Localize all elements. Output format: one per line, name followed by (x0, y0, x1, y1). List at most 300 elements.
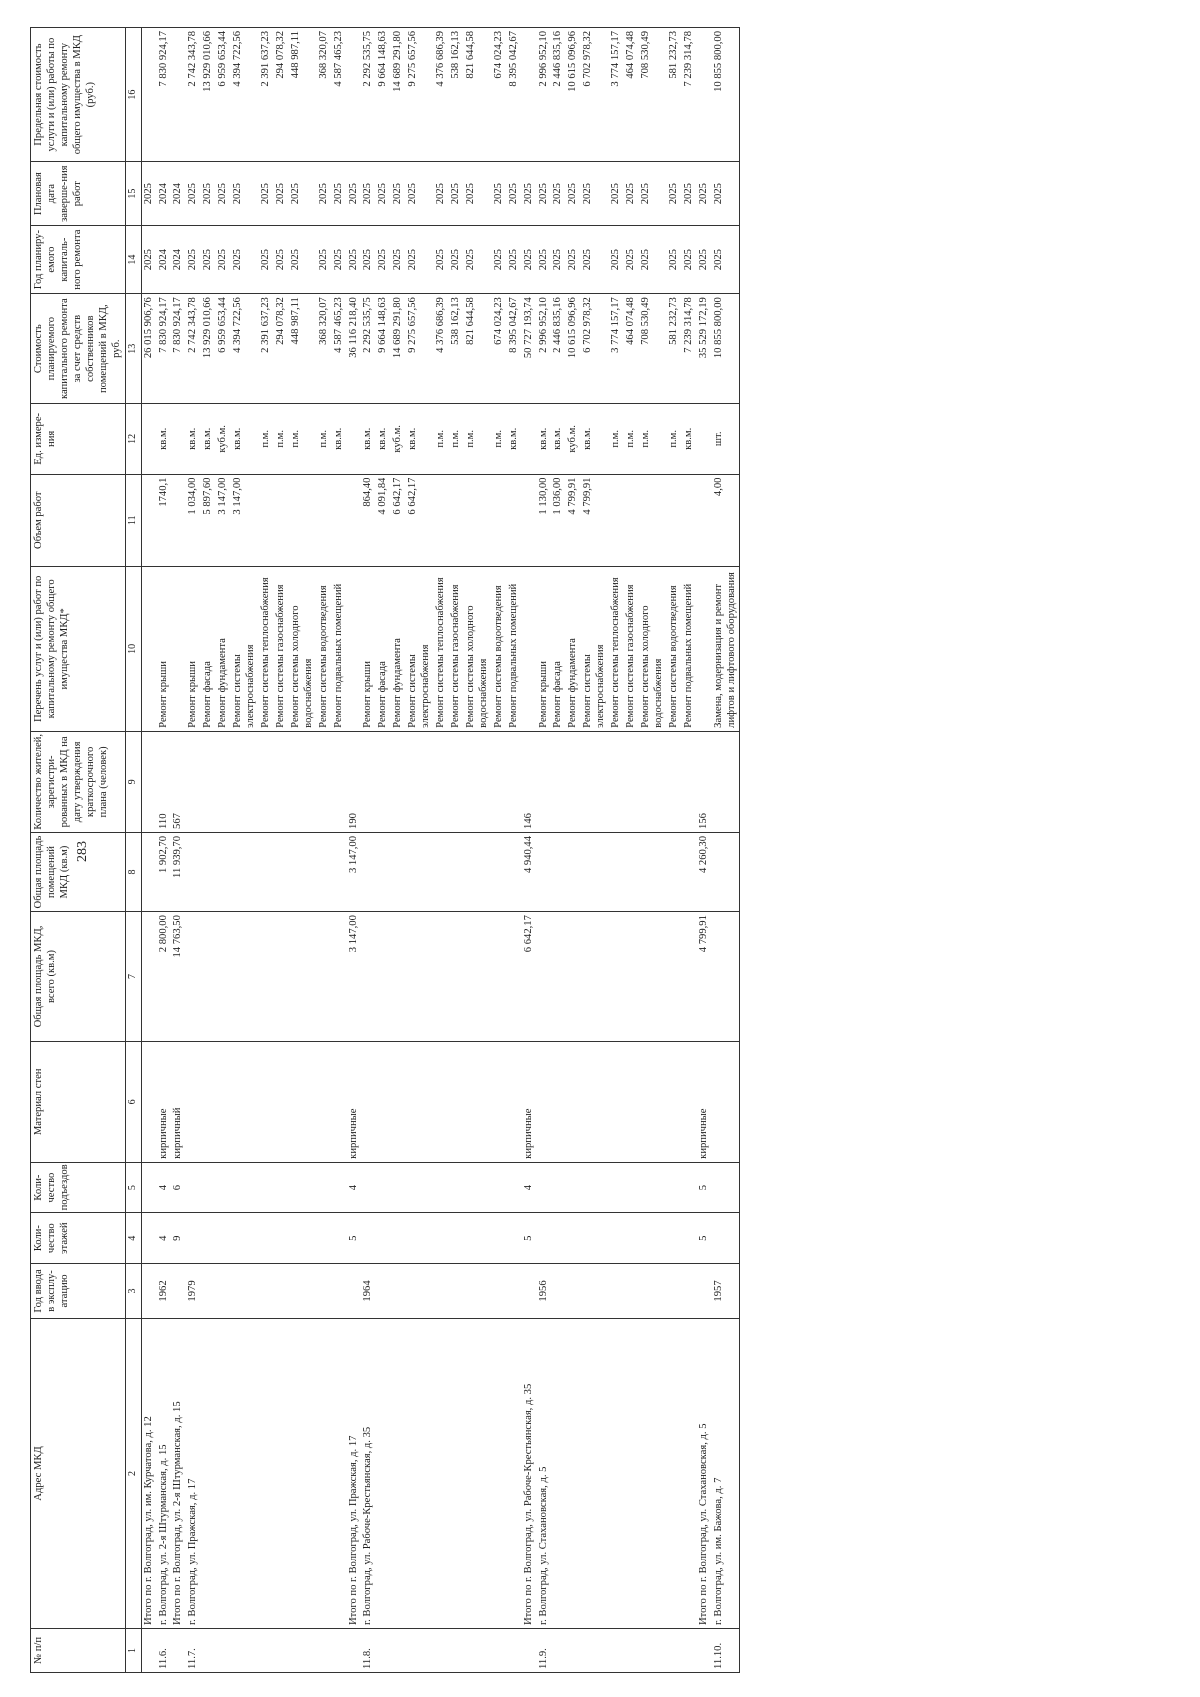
area-rooms-cell (376, 832, 391, 911)
entrances-cell-text: 4 (347, 1184, 359, 1191)
year-cell-text: 1956 (537, 1280, 549, 1302)
total-row (347, 28, 362, 1673)
floors-cell (551, 1213, 566, 1264)
work-year-cell-text: 2025 (362, 249, 374, 271)
num-cell (667, 1629, 682, 1673)
page-number: 283 (75, 841, 90, 862)
cost-cell-text: 36 116 218,40 (347, 297, 359, 358)
work-name-cell-text: Ремонт системы водоотведения (492, 585, 504, 728)
residents-cell (361, 731, 376, 832)
unit-cell (231, 404, 259, 474)
volume-cell (464, 474, 492, 566)
volume-cell-text: 4 799,91 (582, 477, 594, 515)
limit-cell-text: 2 292 535,75 (362, 31, 374, 87)
work-name-cell (157, 566, 172, 731)
area-rooms-cell (434, 832, 449, 911)
residents-cell (566, 731, 581, 832)
material-cell (347, 1041, 362, 1162)
work-year-cell-text: 2025 (552, 249, 564, 271)
num-cell-text: 11.7. (187, 1648, 199, 1669)
work-row (216, 28, 231, 1673)
year-cell-text: 1957 (712, 1280, 724, 1302)
work-year-cell (347, 226, 362, 294)
cost-cell-text: 9 275 657,56 (407, 297, 419, 353)
floors-cell (361, 1213, 376, 1264)
limit-cell-text: 14 689 291,80 (392, 31, 404, 92)
material-cell (522, 1041, 537, 1162)
work-year-cell (141, 226, 156, 294)
residents-cell (449, 731, 464, 832)
area-rooms-cell (667, 832, 682, 911)
unit-cell (624, 404, 639, 474)
work-year-cell (449, 226, 464, 294)
residents-cell (157, 731, 172, 832)
year-cell (581, 1263, 609, 1318)
cost-cell (449, 294, 464, 404)
cost-cell (157, 294, 172, 404)
limit-cell (347, 28, 362, 162)
volume-cell (347, 474, 362, 566)
work-row (682, 28, 697, 1673)
material-cell (141, 1041, 156, 1162)
unit-cell (406, 404, 434, 474)
finish-date-cell-text: 2025 (232, 183, 244, 205)
finish-date-cell-text: 2025 (682, 183, 694, 205)
limit-cell-text: 7 830 924,17 (157, 31, 169, 87)
material-cell (551, 1041, 566, 1162)
cost-cell (609, 294, 624, 404)
column-number: 13 (126, 294, 141, 404)
area-total-cell (157, 912, 172, 1042)
limit-cell (697, 28, 712, 162)
unit-cell-text: кв.м. (332, 427, 344, 450)
work-year-cell-text: 2025 (639, 249, 651, 271)
year-cell-text: 1964 (362, 1280, 374, 1302)
area-rooms-cell (391, 832, 406, 911)
unit-cell (274, 404, 289, 474)
volume-cell (332, 474, 347, 566)
entrances-cell-text: 4 (157, 1184, 169, 1191)
column-number: 8 (126, 832, 141, 911)
area-total-cell (434, 912, 449, 1042)
cost-cell-text: 10 615 096,96 (567, 297, 579, 359)
limit-cell (171, 28, 186, 162)
floors-cell (697, 1213, 712, 1264)
work-name-cell (317, 566, 332, 731)
num-cell (624, 1629, 639, 1673)
limit-cell (391, 28, 406, 162)
year-cell (332, 1263, 347, 1318)
finish-date-cell-text: 2025 (289, 183, 301, 205)
work-row (551, 28, 566, 1673)
finish-date-cell-text: 2025 (464, 183, 476, 205)
floors-cell (231, 1213, 259, 1264)
year-cell (522, 1263, 537, 1318)
finish-date-cell (186, 162, 201, 226)
total-row (697, 28, 712, 1673)
cost-cell (682, 294, 697, 404)
work-name-cell (682, 566, 697, 731)
year-cell-text: 1962 (157, 1280, 169, 1302)
work-name-cell (171, 566, 186, 731)
num-cell (537, 1629, 552, 1673)
limit-cell (376, 28, 391, 162)
unit-cell-text: кв.м. (682, 427, 694, 450)
area-total-cell (391, 912, 406, 1042)
work-name-cell (406, 566, 434, 731)
unit-cell-text: п.м. (610, 430, 622, 448)
num-cell (141, 1629, 156, 1673)
unit-cell (667, 404, 682, 474)
unit-cell (171, 404, 186, 474)
finish-date-cell-text: 2025 (450, 183, 461, 205)
column-header: Перечень услуг и (или) работ по капитальному ремонту общего имущества МКД* (31, 566, 126, 731)
total-row (171, 28, 186, 1673)
volume-cell (697, 474, 712, 566)
volume-cell (259, 474, 274, 566)
cost-cell-text: 368 320,07 (317, 297, 329, 345)
num-cell (259, 1629, 274, 1673)
volume-cell (186, 474, 201, 566)
material-cell (376, 1041, 391, 1162)
address-cell (332, 1318, 347, 1628)
work-year-cell (551, 226, 566, 294)
volume-cell-text: 5 897,60 (202, 477, 214, 515)
material-cell (434, 1041, 449, 1162)
year-cell (376, 1263, 391, 1318)
work-year-cell (697, 226, 712, 294)
material-cell (492, 1041, 507, 1162)
num-cell (201, 1629, 216, 1673)
unit-cell (157, 404, 172, 474)
entrances-cell (231, 1162, 259, 1213)
volume-cell (434, 474, 449, 566)
finish-date-cell (537, 162, 552, 226)
work-year-cell (464, 226, 492, 294)
limit-cell (581, 28, 609, 162)
cost-cell-text: 10 855 800,00 (712, 297, 724, 359)
num-cell (231, 1629, 259, 1673)
area-rooms-cell (186, 832, 201, 911)
num-cell (186, 1629, 201, 1673)
area-rooms-cell (449, 832, 464, 911)
volume-cell-text: 4 091,84 (377, 477, 389, 515)
finish-date-cell (406, 162, 434, 226)
area-rooms-cell (624, 832, 639, 911)
limit-cell (639, 28, 667, 162)
cost-cell-text: 2 446 835,16 (552, 297, 564, 353)
column-header: Коли-чество подъездов (31, 1162, 126, 1213)
material-cell (639, 1041, 667, 1162)
floors-cell (667, 1213, 682, 1264)
address-cell (289, 1318, 317, 1628)
unit-cell (639, 404, 667, 474)
residents-cell (507, 731, 522, 832)
work-year-cell (609, 226, 624, 294)
total-row (522, 28, 537, 1673)
unit-cell (566, 404, 581, 474)
residents-cell (391, 731, 406, 832)
column-number: 16 (126, 28, 141, 162)
column-number: 1 (126, 1629, 141, 1673)
residents-cell (186, 731, 201, 832)
unit-cell (376, 404, 391, 474)
work-name-cell (712, 566, 740, 731)
num-cell (434, 1629, 449, 1673)
entrances-cell (317, 1162, 332, 1213)
cost-cell-text: 7 830 924,17 (157, 297, 169, 353)
material-cell (201, 1041, 216, 1162)
limit-cell-text: 6 702 978,32 (582, 31, 594, 87)
column-number: 5 (126, 1162, 141, 1213)
volume-cell (289, 474, 317, 566)
address-cell (507, 1318, 522, 1628)
cost-cell-text: 294 078,32 (274, 297, 286, 345)
num-cell (712, 1629, 740, 1673)
work-row (464, 28, 492, 1673)
num-cell (157, 1629, 172, 1673)
year-cell (231, 1263, 259, 1318)
residents-cell (406, 731, 434, 832)
work-row (507, 28, 522, 1673)
finish-date-cell (551, 162, 566, 226)
limit-cell-text: 448 987,11 (289, 31, 301, 79)
work-row (537, 28, 552, 1673)
unit-cell-text: кв.м. (232, 427, 244, 450)
material-cell (537, 1041, 552, 1162)
area-total-cell (581, 912, 609, 1042)
unit-cell (332, 404, 347, 474)
column-number-row (126, 28, 141, 1673)
limit-cell-text: 2 742 343,78 (187, 31, 199, 87)
finish-date-cell-text: 2025 (317, 183, 329, 205)
year-cell (639, 1263, 667, 1318)
floors-cell (332, 1213, 347, 1264)
residents-cell (332, 731, 347, 832)
residents-cell (522, 731, 537, 832)
work-year-cell-text: 2025 (392, 249, 404, 271)
work-year-cell (361, 226, 376, 294)
work-year-cell (317, 226, 332, 294)
floors-cell (434, 1213, 449, 1264)
entrances-cell (624, 1162, 639, 1213)
work-row (712, 28, 740, 1673)
unit-cell-text: п.м. (450, 430, 461, 448)
unit-cell-text: п.м. (464, 430, 476, 448)
limit-cell-text: 10 615 096,96 (567, 31, 579, 92)
year-cell (157, 1263, 172, 1318)
work-year-cell-text: 2025 (537, 249, 549, 271)
column-number: 10 (126, 566, 141, 731)
unit-cell-text: кв.м. (187, 427, 199, 450)
area-rooms-cell-text: 1 902,70 (157, 835, 169, 874)
work-name-cell (609, 566, 624, 731)
limit-cell (186, 28, 201, 162)
unit-cell (492, 404, 507, 474)
unit-cell (609, 404, 624, 474)
unit-cell-text: кв.м. (202, 427, 214, 450)
residents-cell-text: 567 (172, 813, 184, 829)
limit-cell-text: 6 959 653,44 (217, 31, 229, 87)
work-year-cell (406, 226, 434, 294)
limit-cell (274, 28, 289, 162)
finish-date-cell-text: 2025 (507, 183, 519, 205)
floors-cell (639, 1213, 667, 1264)
work-row (186, 28, 201, 1673)
unit-cell-text: п.м. (625, 430, 637, 448)
area-total-cell (682, 912, 697, 1042)
work-year-cell-text: 2025 (610, 249, 622, 271)
year-cell (361, 1263, 376, 1318)
floors-cell (464, 1213, 492, 1264)
unit-cell (259, 404, 274, 474)
area-total-cell (201, 912, 216, 1042)
work-year-cell-text: 2024 (157, 249, 169, 271)
work-row (259, 28, 274, 1673)
area-total-cell (639, 912, 667, 1042)
work-year-cell (186, 226, 201, 294)
total-label-cell (141, 1318, 156, 1628)
finish-date-cell (507, 162, 522, 226)
address-cell-text: г. Волгоград, ул. Стахановская, д. 5 (537, 1466, 549, 1626)
work-name-cell-text: Ремонт системы электроснабжения (407, 644, 432, 728)
area-rooms-cell (406, 832, 434, 911)
area-total-cell (492, 912, 507, 1042)
work-year-cell (171, 226, 186, 294)
work-name-cell (667, 566, 682, 731)
work-year-cell (566, 226, 581, 294)
floors-cell (201, 1213, 216, 1264)
limit-cell-text: 9 664 148,63 (377, 31, 389, 87)
area-total-cell (449, 912, 464, 1042)
work-year-cell-text: 2025 (450, 249, 461, 271)
cost-cell-text: 50 727 193,74 (522, 297, 534, 359)
work-name-cell (566, 566, 581, 731)
unit-cell-text: кв.м. (157, 427, 169, 450)
work-row (157, 28, 172, 1673)
unit-cell (347, 404, 362, 474)
material-cell (464, 1041, 492, 1162)
work-year-cell-text: 2025 (232, 249, 244, 271)
finish-date-cell (667, 162, 682, 226)
cost-cell (171, 294, 186, 404)
entrances-cell (697, 1162, 712, 1213)
num-cell (361, 1629, 376, 1673)
area-rooms-cell (332, 832, 347, 911)
area-rooms-cell (697, 832, 712, 911)
column-header: Коли-чество этажей (31, 1213, 126, 1264)
finish-date-cell-text: 2025 (582, 183, 594, 205)
total-label-cell (522, 1318, 537, 1628)
area-total-cell-text: 6 642,17 (522, 915, 534, 953)
volume-cell (492, 474, 507, 566)
limit-cell (201, 28, 216, 162)
work-year-cell-text: 2025 (202, 249, 214, 271)
work-year-cell-text: 2025 (625, 249, 637, 271)
unit-cell-text: кв.м. (407, 427, 419, 450)
entrances-cell (406, 1162, 434, 1213)
num-cell (522, 1629, 537, 1673)
residents-cell (141, 731, 156, 832)
column-header: Стоимость планируемого капитального ремонта за счет средств собственников помещений в МКД, руб. (31, 294, 126, 404)
work-name-cell-text: Ремонт системы теплоснабжения (610, 577, 622, 728)
area-rooms-cell (581, 832, 609, 911)
work-year-cell (289, 226, 317, 294)
work-year-cell-text: 2025 (492, 249, 504, 271)
year-cell (289, 1263, 317, 1318)
cost-cell (492, 294, 507, 404)
cost-cell (712, 294, 740, 404)
year-cell (667, 1263, 682, 1318)
finish-date-cell (289, 162, 317, 226)
material-cell (449, 1041, 464, 1162)
residents-cell (289, 731, 317, 832)
year-cell (537, 1263, 552, 1318)
floors-cell (391, 1213, 406, 1264)
material-cell-text: кирпичный (172, 1107, 184, 1159)
finish-date-cell-text: 2025 (522, 183, 534, 205)
floors-cell-text: 4 (157, 1235, 169, 1241)
area-rooms-cell-text: 3 147,00 (347, 835, 359, 874)
floors-cell (216, 1213, 231, 1264)
num-cell (682, 1629, 697, 1673)
work-year-cell-text: 2024 (172, 249, 184, 271)
work-name-cell-text: Ремонт фундамента (392, 638, 404, 728)
finish-date-cell-text: 2025 (362, 183, 374, 205)
work-name-cell (492, 566, 507, 731)
entrances-cell (639, 1162, 667, 1213)
work-year-cell-text: 2025 (347, 249, 359, 271)
work-name-cell (697, 566, 712, 731)
finish-date-cell (216, 162, 231, 226)
work-name-cell (581, 566, 609, 731)
cost-cell-text: 448 987,11 (289, 297, 301, 345)
finish-date-cell (682, 162, 697, 226)
address-cell (712, 1318, 740, 1628)
unit-cell-text: шт. (712, 431, 724, 447)
work-row (449, 28, 464, 1673)
work-name-cell (347, 566, 362, 731)
floors-cell (581, 1213, 609, 1264)
year-cell (201, 1263, 216, 1318)
work-name-cell (216, 566, 231, 731)
entrances-cell (609, 1162, 624, 1213)
work-name-cell (376, 566, 391, 731)
work-row (376, 28, 391, 1673)
address-cell-text: г. Волгоград, ул. Рабоче-Крестьянская, д. 35 (362, 1426, 374, 1626)
limit-cell-text: 4 376 686,39 (435, 31, 447, 87)
unit-cell-text: кв.м. (507, 427, 519, 450)
volume-cell-text: 4,00 (712, 477, 724, 497)
area-total-cell (551, 912, 566, 1042)
residents-cell (551, 731, 566, 832)
finish-date-cell-text: 2025 (217, 183, 229, 205)
area-rooms-cell (537, 832, 552, 911)
limit-cell (492, 28, 507, 162)
cost-cell-text: 26 015 906,76 (142, 297, 154, 359)
residents-cell (609, 731, 624, 832)
area-total-cell (289, 912, 317, 1042)
entrances-cell (492, 1162, 507, 1213)
work-year-cell-text: 2025 (317, 249, 329, 271)
area-total-cell (609, 912, 624, 1042)
work-row (361, 28, 376, 1673)
unit-cell (537, 404, 552, 474)
limit-cell-text: 2 996 952,10 (537, 31, 549, 87)
material-cell (157, 1041, 172, 1162)
finish-date-cell (492, 162, 507, 226)
volume-cell-text: 3 147,00 (217, 477, 229, 515)
